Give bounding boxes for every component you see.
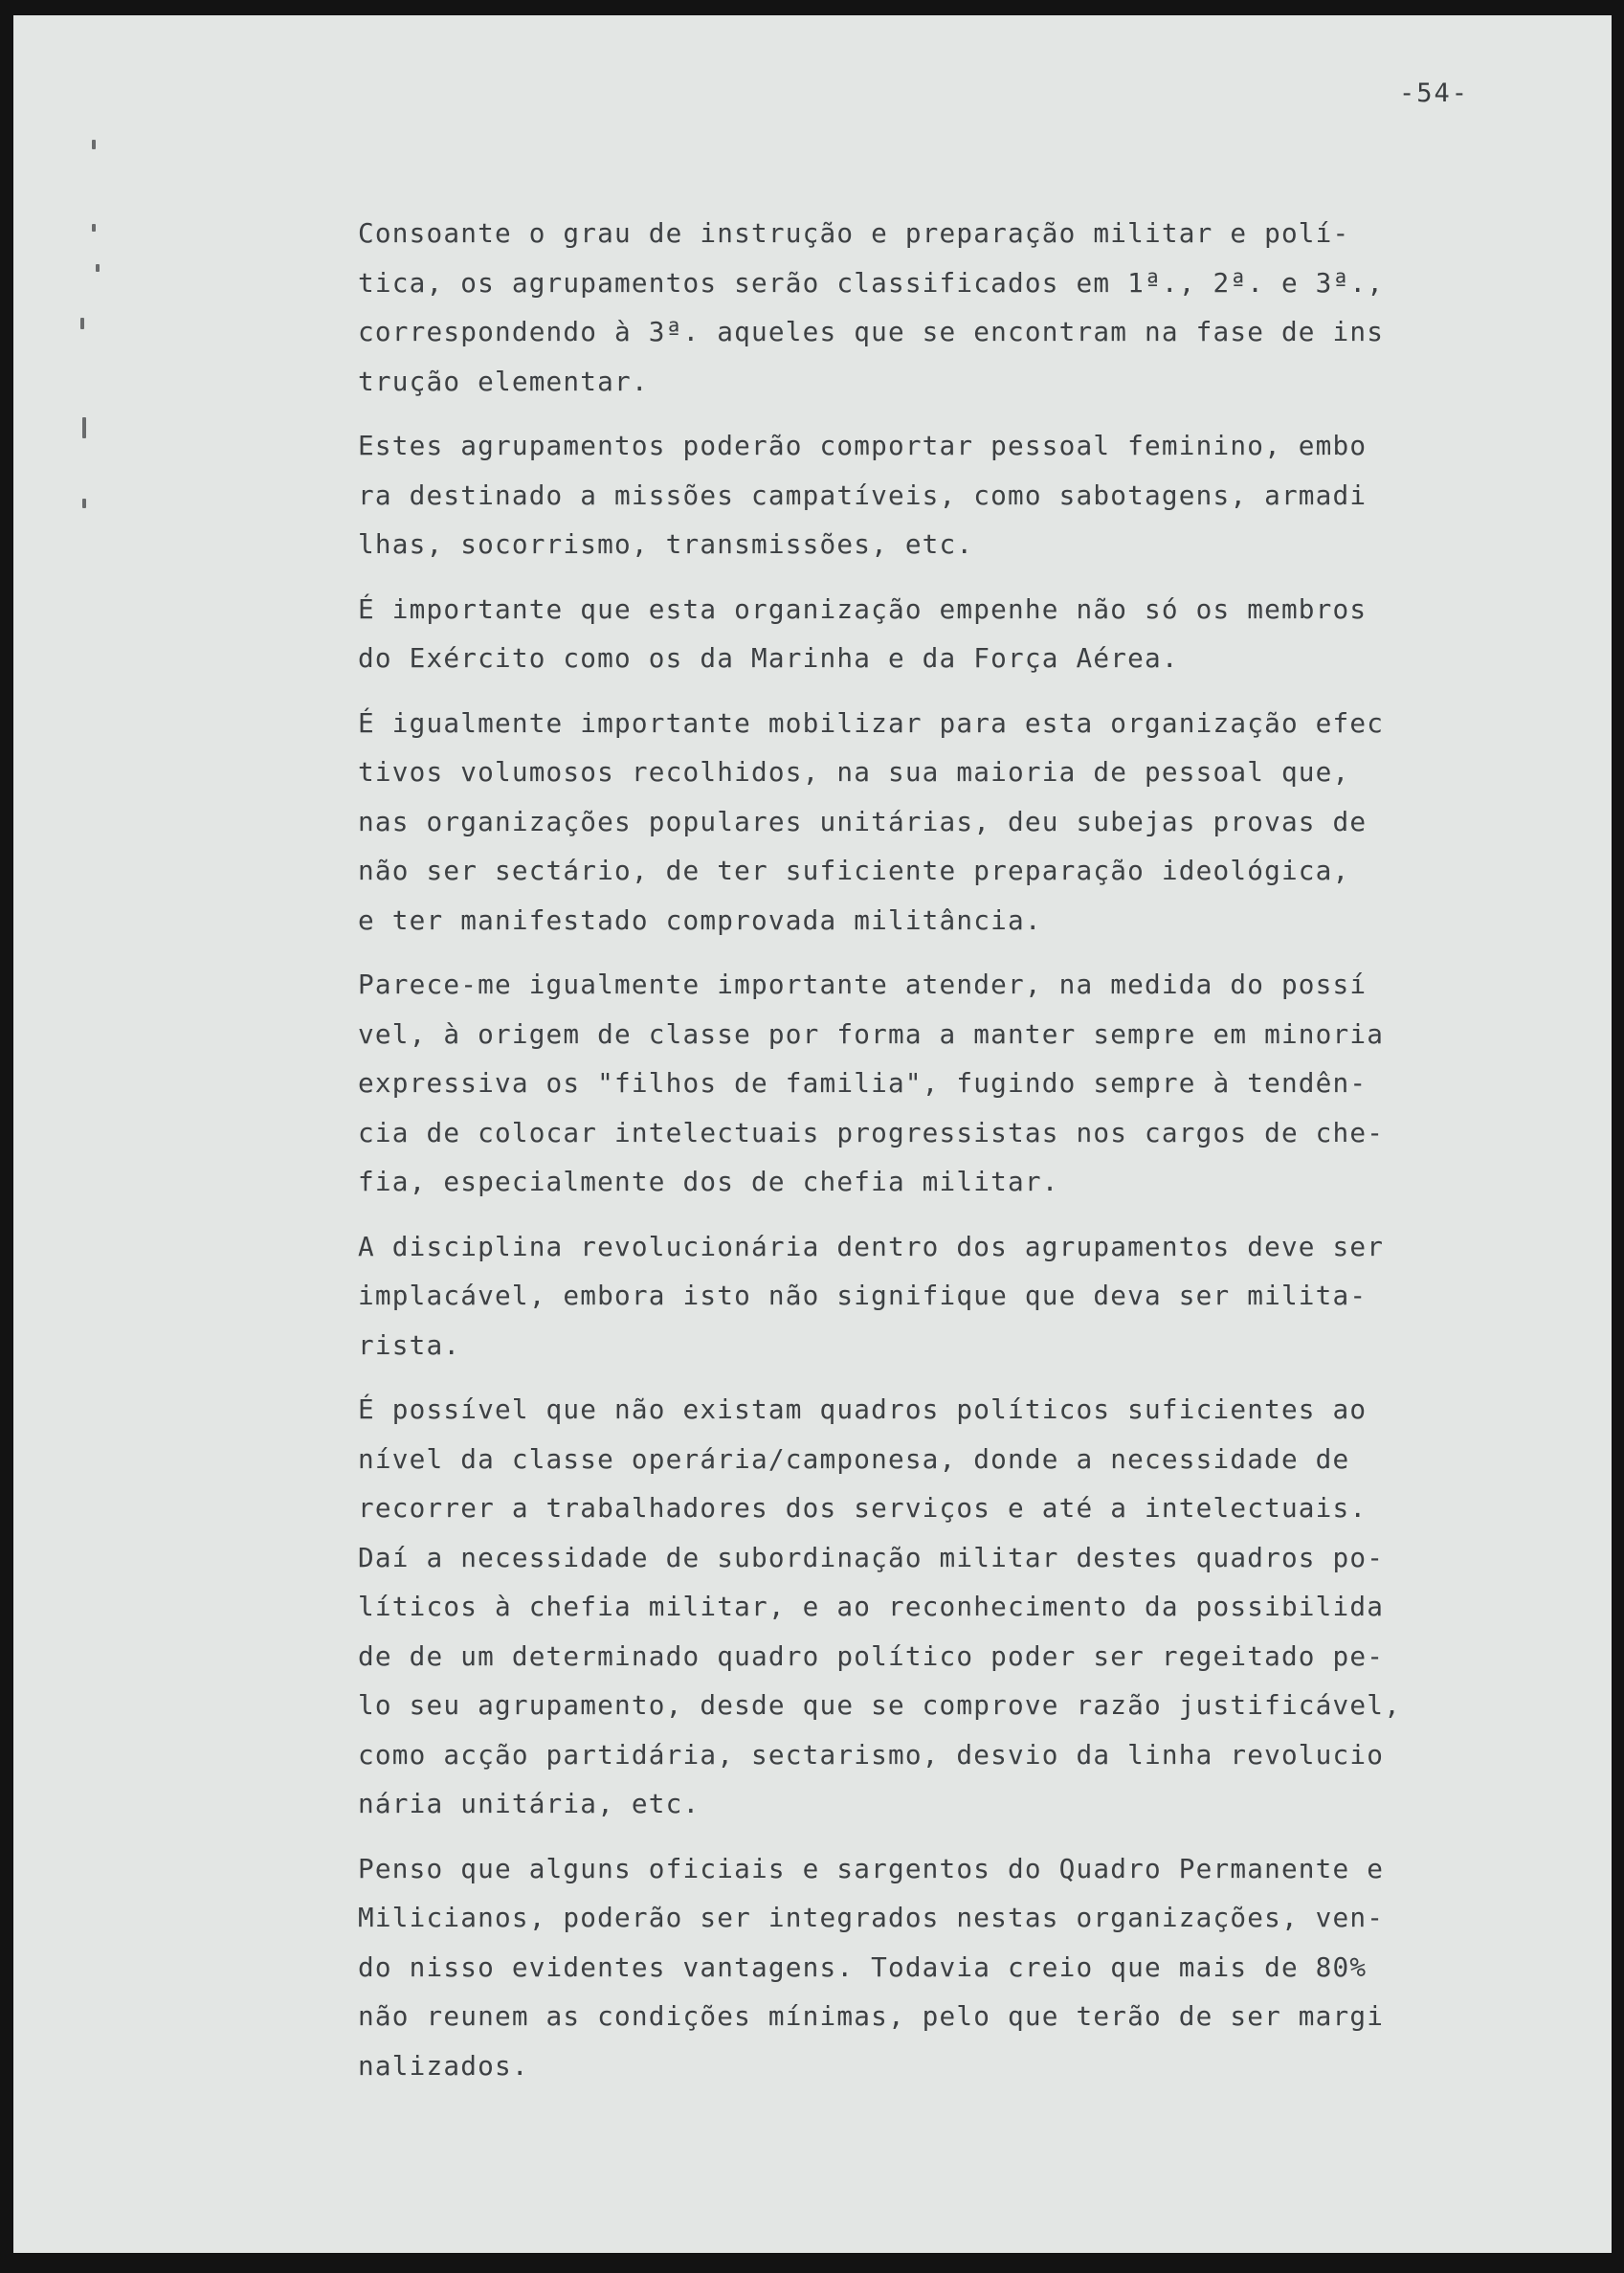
text-line: recorrer a trabalhadores dos serviços e até a intelectuais.	[358, 1492, 1368, 1524]
text-line: É possível que não existam quadros políticos suficientes ao	[358, 1393, 1368, 1425]
text-line: Penso que alguns oficiais e sargentos do Quadro Permanente e	[358, 1852, 1385, 1884]
text-line: não reunem as condições mínimas, pelo que terão de ser margi	[358, 2000, 1385, 2032]
punch-mark	[82, 417, 86, 438]
punch-mark	[96, 264, 100, 272]
text-line: fia, especialmente dos de chefia militar.	[358, 1166, 1059, 1197]
document-body	[358, 209, 1506, 2106]
text-line: Daí a necessidade de subordinação militar destes quadros po-	[358, 1541, 1385, 1573]
text-line: A disciplina revolucionária dentro dos agrupamentos deve ser	[358, 1230, 1385, 1262]
paragraph	[358, 209, 1506, 406]
text-line: não ser sectário, de ter suficiente preparação ideológica,	[358, 855, 1350, 886]
text-line: Estes agrupamentos poderão comportar pessoal feminino, embo	[358, 430, 1368, 461]
text-line: correspondendo à 3ª. aqueles que se encontram na fase de ins	[358, 316, 1385, 347]
punch-mark	[80, 318, 84, 329]
paragraph	[358, 1222, 1506, 1370]
text-line: de de um determinado quadro político poder ser regeitado pe-	[358, 1639, 1385, 1672]
text-line: nível da classe operária/camponesa, donde a necessidade de	[358, 1442, 1350, 1475]
punch-mark	[92, 140, 96, 149]
text-line: ra destinado a missões campatíveis, como sabotagens, armadi	[358, 479, 1368, 511]
text-line: vel, à origem de classe por forma a manter sempre em minoria	[358, 1017, 1385, 1050]
text-line: Milicianos, poderão ser integrados nestas organizações, ven-	[358, 1902, 1385, 1933]
text-line: como acção partidária, sectarismo, desvio da linha revolucio	[358, 1738, 1385, 1771]
text-line: nária unitária, etc.	[358, 1788, 701, 1819]
paragraph	[358, 421, 1506, 569]
text-line: lo seu agrupamento, desde que se comprove razão justificável,	[358, 1689, 1402, 1721]
paragraph	[358, 960, 1506, 1207]
text-line: do nisso evidentes vantagens. Todavia creio que mais de 80%	[358, 1950, 1368, 1983]
text-line: rista.	[358, 1328, 461, 1361]
text-line: nas organizações populares unitárias, deu subejas provas de	[358, 805, 1368, 837]
paragraph	[358, 699, 1506, 946]
text-line: trução elementar.	[358, 365, 649, 397]
page-number: -54-	[1399, 78, 1470, 108]
text-line: do Exército como os da Marinha e da Força Aérea.	[358, 642, 1179, 674]
text-line: implacável, embora isto não signifique que deva ser milita-	[358, 1280, 1368, 1311]
text-line: Consoante o grau de instrução e preparação militar e polí-	[358, 217, 1350, 249]
text-line: tivos volumosos recolhidos, na sua maioria de pessoal que,	[358, 756, 1350, 788]
text-line: líticos à chefia militar, e ao reconhecimento da possibilida	[358, 1591, 1385, 1622]
text-line: cia de colocar intelectuais progressistas nos cargos de che-	[358, 1116, 1385, 1148]
text-line: e ter manifestado comprovada militância.	[358, 903, 1042, 936]
document-page	[13, 15, 1612, 2253]
text-line: Parece-me igualmente importante atender, na medida do possí	[358, 969, 1368, 1000]
punch-mark	[92, 224, 96, 232]
paragraph	[358, 585, 1506, 683]
text-line: tica, os agrupamentos serão classificados em 1ª., 2ª. e 3ª.,	[358, 266, 1385, 299]
paragraph	[358, 1385, 1506, 1829]
text-line: expressiva os "filhos de familia", fugindo sempre à tendên-	[358, 1067, 1368, 1099]
text-line: É importante que esta organização empenhe não só os membros	[358, 592, 1368, 625]
text-line: lhas, socorrismo, transmissões, etc.	[358, 528, 974, 560]
text-line: nalizados.	[358, 2049, 529, 2082]
punch-mark	[82, 499, 86, 508]
text-line: É igualmente importante mobilizar para esta organização efec	[358, 706, 1385, 739]
paragraph	[358, 1844, 1506, 2091]
